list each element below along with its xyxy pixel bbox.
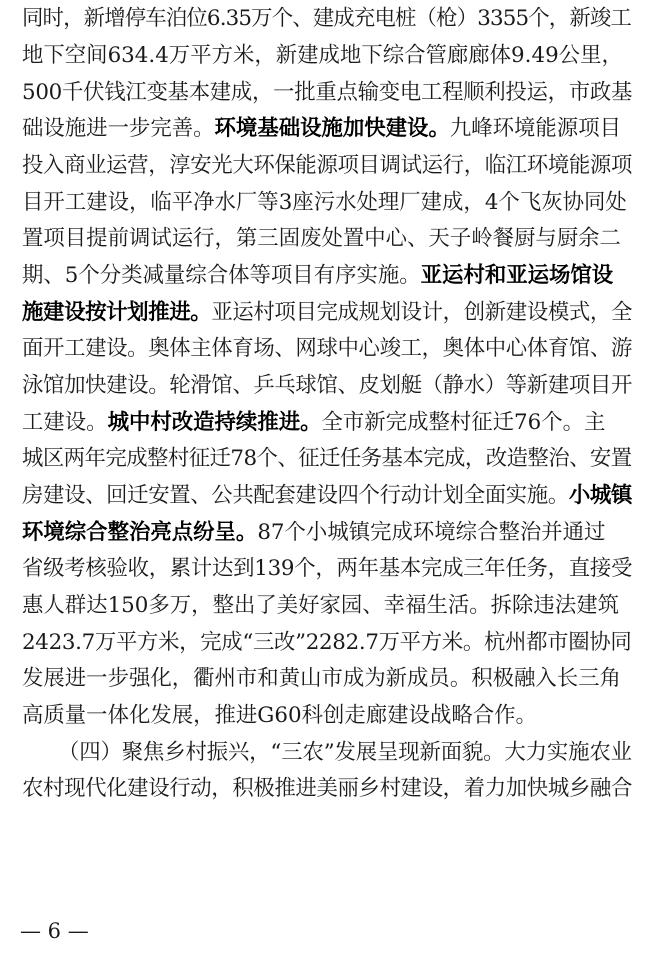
bold-heading: 施建设按计划推进。	[22, 300, 212, 325]
text-line-21	[58, 736, 632, 770]
body-text: 置项目提前调试运行，第三固废处置中心、天子岭餐厨与厨余二	[22, 226, 621, 251]
body-text: 投入商业运营，淳安光大环保能源项目调试运行，临江环境能源项	[22, 153, 632, 178]
text-line-12	[22, 406, 632, 440]
body-text: 全市新完成整村征迁76个。主	[321, 410, 606, 435]
body-text: 础设施进一步完善。	[22, 116, 215, 141]
bold-heading: 城中村改造持续推进。	[107, 410, 322, 435]
body-text: 2423.7万平方米，完成“三改”2282.7万平方米。杭州都市圈协同	[22, 630, 632, 655]
body-text: 城区两年完成整村征迁78个、征迁任务基本完成，改造整治、安置	[22, 446, 632, 471]
body-text: 亚运村项目完成规划设计，创新建设模式，全	[211, 300, 632, 325]
text-line-22	[22, 772, 632, 806]
text-line-2	[22, 39, 632, 73]
bold-heading: 环境综合整治亮点纷呈。	[22, 520, 258, 545]
body-text: 500千伏钱江变基本建成，一批重点输变电工程顺利投运，市政基	[22, 80, 632, 105]
bold-heading: 亚运村和亚运场馆设	[420, 263, 614, 288]
text-line-15	[22, 516, 632, 550]
body-text: 高质量一体化发展，推进G60科创走廊建设战略合作。	[22, 703, 537, 728]
text-line-8	[22, 259, 632, 293]
text-line-18	[22, 626, 632, 660]
body-text: 省级考核验收，累计达到139个，两年基本完成三年任务，直接受	[22, 556, 632, 581]
text-line-4	[22, 112, 632, 146]
body-text: 期、5个分类减量综合体等项目有序实施。	[22, 263, 421, 288]
text-line-1	[22, 2, 632, 36]
bold-heading: 环境基础设施加快建设。	[214, 116, 450, 141]
text-line-14	[22, 479, 632, 513]
text-line-11	[22, 369, 632, 403]
body-text: 惠人群达150多万，整出了美好家园、幸福生活。拆除违法建筑	[22, 593, 619, 618]
body-text: 同时，新增停车泊位6.35万个、建成充电桩（枪）3355个，新竣工	[22, 6, 631, 31]
text-line-9	[22, 296, 632, 330]
bold-heading: 小城镇	[568, 483, 632, 508]
text-line-17	[22, 589, 632, 623]
body-text: 目开工建设，临平净水厂等3座污水处理厂建成，4个飞灰协同处	[22, 190, 627, 215]
body-text: 泳馆加快建设。轮滑馆、乒乓球馆、皮划艇（静水）等新建项目开	[22, 373, 632, 398]
text-line-10	[22, 332, 632, 366]
body-text: 房建设、回迁安置、公共配套建设四个行动计划全面实施。	[22, 483, 569, 508]
text-line-3	[22, 76, 632, 110]
text-line-7	[22, 222, 632, 256]
page-number: — 6 —	[20, 919, 89, 943]
body-text: 工建设。	[22, 410, 108, 435]
body-text: 发展进一步强化，衢州市和黄山市成为新成员。积极融入长三角	[22, 666, 621, 691]
body-text: 面开工建设。奥体主体育场、网球中心竣工，奥体中心体育馆、游	[22, 336, 632, 361]
text-line-19	[22, 662, 632, 696]
body-text: 九峰环境能源项目	[449, 116, 621, 141]
body-text: 87个小城镇完成环境综合整治并通过	[257, 520, 606, 545]
body-text: （四）聚焦乡村振兴，“三农”发展呈现新面貌。大力实施农业	[58, 740, 632, 765]
text-line-16	[22, 552, 632, 586]
body-text: 地下空间634.4万平方米，新建成地下综合管廊廊体9.49公里，	[22, 43, 623, 68]
body-text: 农村现代化建设行动，积极推进美丽乡村建设，着力加快城乡融合	[22, 776, 632, 801]
text-line-13	[22, 442, 632, 476]
text-line-6	[22, 186, 632, 220]
text-line-20	[22, 699, 632, 733]
text-line-5	[22, 149, 632, 183]
